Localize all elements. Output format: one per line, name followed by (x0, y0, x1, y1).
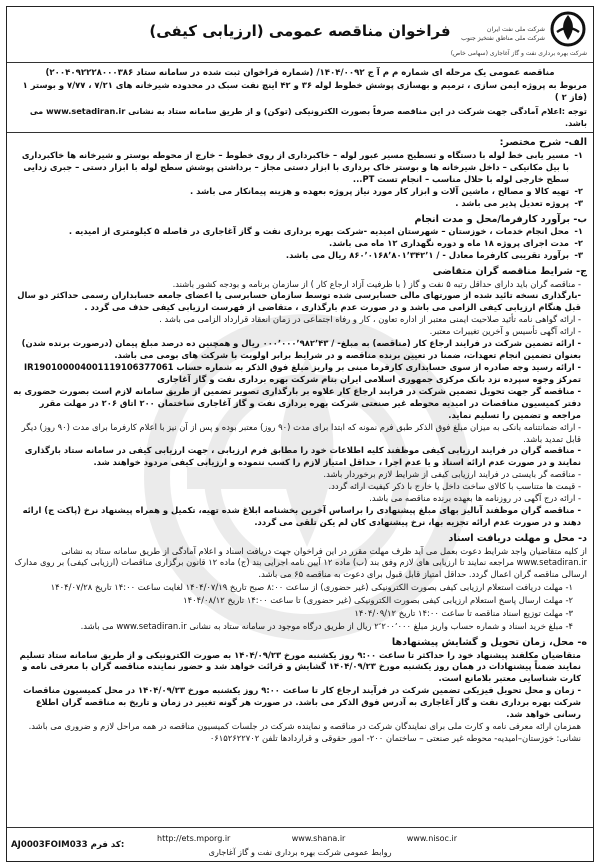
submission-paragraph: نشانی: خوزستان–امیدیه- محوطه غیر صنعتی – ساختمان ۲۰۰- امور حقوقی و قراردادها تلفن ۰۶۱۵۲۶۲۲۷۰۲ (209, 733, 581, 744)
section-b-item-text: مدت اجرای پروژه ۱۸ ماه و دوره نگهداری ۱۲ ماه می باشد. (329, 238, 569, 249)
header (7, 7, 593, 63)
section-b-item (13, 250, 587, 262)
section-e (7, 633, 593, 745)
deadline-item: ۱- مهلت دریافت استعلام ارزیابی کیفی بصورت الکترونیکی (غیر حضوری) از ساعت ۸:۰۰ صبح تاریخ ۱۴۰۴/۰۷/۱۹ لغایت ساعت ۱۴:۰۰ تاریخ ۱۴۰۴/۰۷/۲۸ (50, 581, 573, 592)
section-b-item-number: ۳- (574, 250, 583, 260)
section-b-title: ب- برآورد کارفرما/محل و مدت انجام (414, 213, 587, 225)
section-b-item-number: ۲- (574, 238, 583, 249)
submission-paragraph: متقاضیان مکلفند پیشنهاد خود را حداکثر تا ساعت ۹:۰۰ روز یکشنبه مورخ ۱۴۰۴/۰۹/۲۳ به صورت الکترونیکی و از طریق سامانه ستاد تسلیم نمایند ضمناً پیشنهادات در همان روز یکشنبه مورخ ۱۴۰۴/۰۹/۲۳ گشایش و قرائت خواهد شد و حضور نماینده مناقصه گران با معرفی نامه و کارت شناسایی معتبر بلامانع است. (19, 649, 581, 684)
footer-link-nisoc[interactable]: www.nisoc.ir (406, 834, 457, 843)
section-a-item (13, 198, 587, 210)
project-description: مربوط به پروژه ایمن سازی ، ترمیم و بهسازی پوشش خطوط لوله ۳۶ و ۴۲ اینچ نفت سبک در محدوده شیرخانه های ۷/۲۱ ، ۷/۷۷ و بوستر ۱ (فاز ۲ ) (22, 80, 587, 103)
section-b-item-text: محل انجام خدمات ، خوزستان – شهرستان امیدیه -شرکت بهره برداری نفت و گاز آغاجاری در فاصله ۵ کیلومتری از امیدیه . (68, 226, 569, 237)
deadline-item: ۲- مهلت ارسال پاسخ استعلام ارزیابی کیفی بصورت الکترونیکی (غیر حضوری) تا ساعت ۱۴:۰۰ تاریخ ۱۴۰۴/۰۸/۱۲ (183, 594, 573, 605)
deadline-item: ۳- مهلت توزیع اسناد مناقصه تا ساعت ۱۴:۰۰ تاریخ ۱۴۰۴/۰۹/۱۲ (354, 607, 573, 618)
electronic-notice: توجه :اعلام آمادگی جهت شرکت در این مناقصه صرفاً بصورت الکترونیکی (توکن) و از طریق سامانه ستاد به نشانی www.setadiran.ir می باشد. (7, 106, 593, 133)
section-b (7, 210, 593, 262)
form-code (11, 839, 124, 851)
section-a-item-text: تهیه کالا و مصالح ، ماشین آلات و ابزار کار مورد نیاز پروژه بعهده و هزینه پیمانکار می باشد . (190, 185, 569, 196)
footer (7, 827, 593, 861)
section-d-intro: از کلیه متقاضیان واجد شرایط دعوت بعمل می آید ظرف مهلت مقرر در این فراخوان جهت دریافت اسناد و اعلام آمادگی از طریق سامانه ستاد به نشانی www.setadiran.ir مراجعه نمایند تا ارزیابی های لازم وفق بند (ب) ماده ۱۲ آیین نامه اجرایی بند (ج) ماده ۱۲ قانون برگزاری مناقصات (ارزیابی کیفی) بر روی مدارک ارسالی مناقصه گران اعمال گردد. حداقل امتیاز قابل قبول برای دعوت به مناقصه ۶۵ می باشد. (14, 545, 587, 580)
submission-paragraph: همزمان ارائه معرفی نامه و کارت ملی برای نمایندگان شرکت در مناقصه و نماینده شرکت در جلسات کمیسیون مناقصه در همه مراحل لازم و ضروری می باشد. (28, 721, 581, 732)
section-b-item (13, 226, 587, 238)
section-b-item-text: برآورد تقریبی کارفرما معادل - / ۸۶۰٬۰۱۶۸٬۸۰۱٬۳۴۲٬۱ ریال می باشد. (285, 250, 569, 260)
requirement-item: - مناقصه گر بایستی در فرایند ارزیابی کیفی از شرایط لازم برخوردار باشد. (323, 469, 581, 480)
requirement-item: - ارائه آگهی تأسیس و آخرین تغییرات معتبر. (429, 326, 581, 337)
section-b-item (13, 238, 587, 250)
section-a-item-number: ۳- (574, 197, 583, 208)
section-e-title: ه- محل، زمان تحویل و گشایش پیشنهادها (391, 636, 587, 648)
requirement-item: - مناقصه گران موظفند آنالیز بهای مبلغ پیشنهادی را براساس آخرین بخشنامه ابلاغ شده تهیه، تکمیل و همراه پیشنهاد نرخ (پاکت ج) ارائه دهند و در صورت عدم ارائه تجزیه بها، نرخ پیشنهادی کان لم یکن تلقی می گردد. (22, 505, 581, 527)
submission-paragraph: - زمان و محل تحویل فیزیکی تضمین شرکت در فرآیند ارجاع کار تا ساعت ۹:۰۰ روز یکشنبه مورخ ۱۴۰۴/۰۹/۲۳ در محل کمیسیون مناقصات شرکت بهره برداری نفت و گاز آغاجاری به آدرس فوق الذکر می باشد. در صورت هر گونه تغییر در زمان و تاریخ به مناقصه گران اطلاع رسانی خواهد شد. (23, 685, 581, 720)
requirement-item: - قیمت ها متناسب با کالای ساخت داخل یا خارج با ذکر کیفیت ارائه گردد. (328, 481, 581, 492)
section-a-item-number: ۱- (574, 149, 583, 160)
section-e-paragraphs (13, 650, 587, 745)
call-number: مناقصه عمومی یک مرحله ای شماره م م آ ج ۱۴۰۴/۰۰۹۲/ (شماره فراخوان ثبت شده در سامانه ستاد ۲۰۰۴۰۹۲۲۲۸۰۰۰۳۸۶) (45, 68, 555, 78)
form-code-value: AJ0003FOIM033 (11, 840, 88, 850)
tender-notice-page (6, 6, 594, 862)
logo-line-1: شرکت ملی نفت ایران (486, 26, 545, 33)
section-a-item-text: مسیر یابی خط لوله با دستگاه و تسطیح مسیر عبور لوله – خاکبرداری از روی خطوط – خارج از محوطه بوستر و شیرخانه ها خاکبرداری با بیل مکانیکی – داخل شیرخانه ها و بوستر خاک برداری با ابزار دستی مجاز – برداشتن پوشش سطح لوله با ابزار دستی – جبری زدایی سطح خارجی لوله با حلال مناسب – انجام تست PT... (21, 149, 569, 184)
section-c-title: ج- شرایط مناقصه گران متقاضی (432, 265, 587, 277)
requirement-item: - مناقصه گران باید دارای حداقل رتبه ۵ نفت و گاز ( با ظرفیت آزاد ارجاع کار ) از سازمان برنامه و بودجه کشور باشند. (172, 278, 581, 289)
requirement-item: - مناقصه گران در فرایند ارزیابی کیفی موظفند کلیه اطلاعات خود را مطابق فرم ارزیابی ، جهت ارزیابی کیفی در سامانه ستاد بارگذاری نمایند و در صورت عدم ارائه اسناد و یا عدم اجرا ، حداقل امتیاز لازم را کسب ننموده و ارزیابی کیفی مردود خواهند شد. (24, 445, 581, 468)
deadline-item: ۴- مبلغ خرید اسناد و شماره حساب واریز مبلغ ۲٬۲۰۰٬۰۰۰ ریال از طریق درگاه موجود در سامانه ستاد به نشانی www.setadiran.ir می باشد. (80, 620, 573, 631)
requirement-item: - مناقصه گر جهت تحویل تضمین شرکت در فرایند ارجاع کار علاوه بر بارگذاری تصویر تضمین از طریق سامانه لازم است بصورت حضوری به دفتر کمیسیون مناقصات در امیدیه محوطه غیر صنعتی شرکت بهره برداری نفت و گاز آغاجاری ساختمان ۲۰۰ اتاق ۲۰۶ در مهلت مقرر مراجعه و تضمین را تسلیم نماید. (13, 385, 581, 420)
section-a-title: الف- شرح مختصر: (499, 137, 587, 149)
footer-link-mporg[interactable]: http://ets.mporg.ir (157, 834, 231, 843)
section-d-title: د- محل و مهلت دریافت اسناد (448, 532, 587, 544)
section-b-items (13, 226, 587, 262)
form-code-label: کد فرم: (90, 840, 125, 850)
section-d-dates (13, 581, 587, 633)
footer-sites (157, 833, 457, 844)
requirement-item: - ارائه درج آگهی در روزنامه ها بعهده برنده مناقصه می باشد. (369, 493, 581, 504)
section-c (7, 262, 593, 529)
notice-body (7, 64, 593, 826)
section-a (7, 133, 593, 209)
section-a-item-number: ۲- (574, 185, 583, 196)
footer-link-shana[interactable]: www.shana.ir (291, 834, 346, 843)
logo-line-3: شرکت بهره برداری نفت و گاز آغاجاری (سهامی خاص) (450, 50, 587, 57)
page-title: فراخوان مناقصه عمومی (ارزیابی کیفی) (149, 22, 451, 40)
section-d (7, 529, 593, 633)
section-a-items (13, 150, 587, 210)
logo-line-2: شرکت ملی مناطق نفتخیز جنوب (461, 35, 545, 42)
requirement-item: - ارائه تضمین شرکت در فرایند ارجاع کار (مناقصه) به مبلغ- / ۰۰۰٬۰۰۰٬۹۸۲٬۴۳ ریال و همچنین ده درصد مبلغ پیمان (درصورت برنده شدن) بعنوان تضمین انجام تعهدات، ضمنا در تعیین برنده مناقصه و در شرایط برابر اولویت با شرکت های بومی می باشد. (21, 338, 581, 361)
requirement-item: -بارگذاری نسخه تائید شده از صورتهای مالی حسابرسی شده توسط سازمان حسابرسی یا اعضای جامعه حسابداران رسمی حداکثر دو سال قبل هنگام ارزیابی کیفی الزامی می باشد و در صورت عدم بارگذاری ، متقاضی از فهرست ارزیابی کیفی حذف می گردد . (17, 290, 581, 313)
requirement-item: - ارائه گواهی نامه تأئید صلاحیت ایمنی معتبر از اداره تعاون ، کار و رفاه اجتماعی در زمان انعقاد قرارداد الزامی می باشد . (159, 314, 581, 325)
section-a-item (13, 150, 587, 186)
section-c-items (13, 279, 587, 529)
section-a-item (13, 186, 587, 198)
footer-publisher: روابط عمومی شرکت بهره برداری نفت و گاز آغاجاری (208, 847, 392, 857)
section-b-item-number: ۱- (574, 226, 583, 237)
requirement-item: - ارائه ضمانتنامه بانکی به میزان مبلغ فوق الذکر طبق فرم نمونه که ابتدا برای مدت (۹۰ روز) معتبر بوده و پس از آن نیز با اعلام کارفرما برای مدت (۹۰ روز) دیگر قابل تمدید باشد. (21, 421, 581, 444)
requirement-item: - ارائه رسید وجه صادره از سوی حسابداری کارفرما مبنی بر واریز مبلغ فوق الذکر به شماره حساب IR190100004001119106377061 تمرکز وجوه سپرده نزد بانک مرکزی جمهوری اسلامی ایران بنام شرکت بهره برداری نفت و گاز آغاجاری (24, 361, 581, 384)
section-a-item-text: پروژه تعدیل پذیر می باشد . (455, 197, 569, 208)
